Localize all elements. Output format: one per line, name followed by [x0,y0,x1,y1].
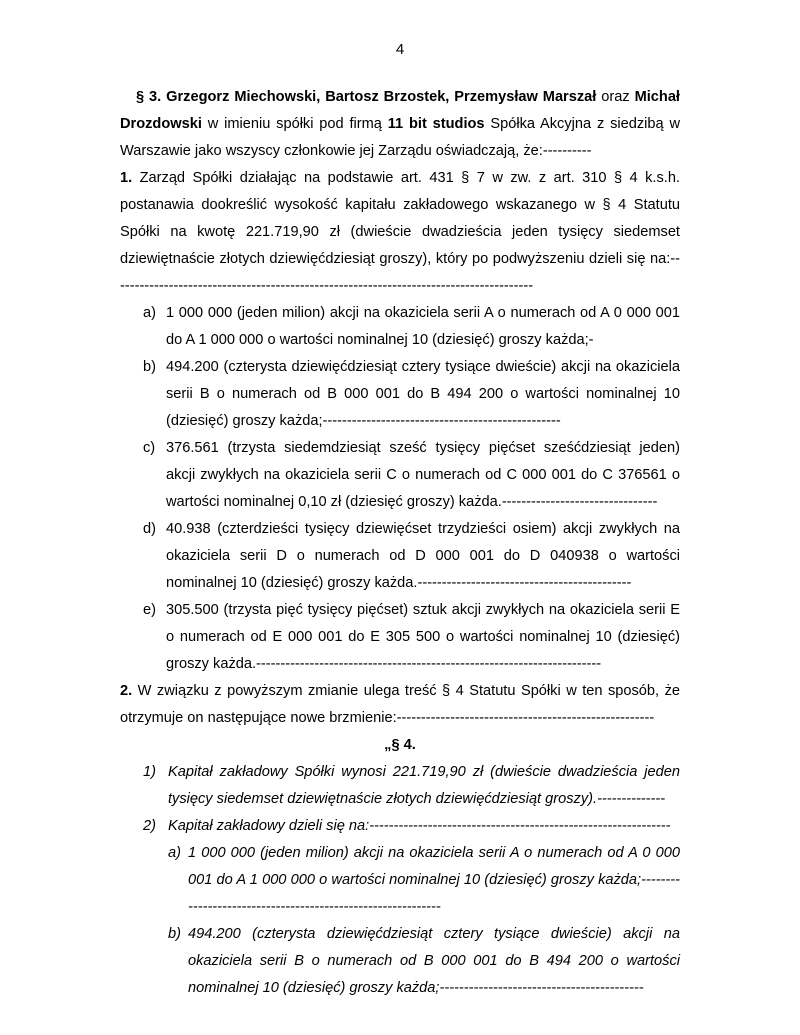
dash-filler: ------------------------------------------ [439,980,644,996]
list-item-text: 376.561 (trzysta siedemdziesiąt sześć tysięcy pięćset sześćdziesiąt jeden) akcji zwykłych na okaziciela serii C o numerach od C 000 001 do C 376561 o wartości nominalnej 0,10 zł (dziesięć groszy) każda. [166,440,680,510]
dash-filler: -------------------------------- [501,494,658,510]
list-marker: 2) [143,818,156,834]
list-marker: b) [143,359,156,375]
list-item-text: Kapitał zakładowy dzieli się na: [168,818,370,834]
list-item [120,300,680,354]
dash-filler: -------------------------------------------- [417,575,632,591]
list-item-text: 1 000 000 (jeden milion) akcji na okaziciela serii A o numerach od A 0 000 001 do A 1 000 000 o wartości nominalnej 10 (dziesięć) groszy każda; [188,845,680,888]
list-item [120,597,680,678]
list-item-text: Kapitał zakładowy Spółki wynosi 221.719,90 zł (dwieście dwadzieścia jeden tysięcy siedemset dziewiętnaście złotych dziewięćdziesiąt groszy). [168,764,680,807]
signatories-names-primary: § 3. Grzegorz Miechowski, Bartosz Brzostek, Przemysław Marszał [136,89,597,105]
list-item [168,840,680,921]
list-item [168,921,680,1002]
statute-quote-block [120,759,680,1002]
dash-filler: ------------------------------------------------- [322,413,561,429]
dash-filler: -------------- [597,791,666,807]
paragraph-4-heading: „§ 4. [384,737,416,753]
list-marker: b) [168,926,181,942]
statute-sublist [168,840,680,1002]
conjunction-oraz: oraz [596,89,635,105]
list-item [120,759,680,813]
dash-filler: ----------------------------------------------------------------------- [256,656,602,672]
dash-filler: --------------------------------------------------------------------------------------- [120,251,680,294]
paragraph-item-1 [120,165,680,300]
list-item [120,435,680,516]
list-item-text: 305.500 (trzysta pięć tysięcy pięćset) sztuk akcji zwykłych na okaziciela serii E o numerach od E 000 001 do E 305 500 o wartości nominalnej 10 (dziesięć) groszy każda. [166,602,680,672]
item-2-number: 2. [120,683,133,699]
shares-list [120,300,680,678]
list-item-text: 494.200 (czterysta dziewięćdziesiąt cztery tysiące dwieście) akcji na okaziciela serii B o numerach od B 000 001 do B 494 200 o wartości nominalnej 10 (dziesięć) groszy każda; [188,926,680,996]
list-item [120,354,680,435]
page-number: 4 [395,41,405,58]
list-marker: d) [143,521,156,537]
paragraph-section-3 [120,84,680,165]
statute-list [120,759,680,1002]
list-item [120,516,680,597]
list-marker: a) [143,305,156,321]
list-item-text: 1 000 000 (jeden milion) akcji na okaziciela serii A o numerach od A 0 000 001 do A 1 000 000 o wartości nominalnej 10 (dziesięć) groszy każda;- [166,305,680,348]
list-marker: a) [168,845,181,861]
dash-filler: ----------------------------------------------------- [396,710,655,726]
list-item-text: 40.938 (czterdzieści tysięcy dziewięćset trzydzieści osiem) akcji zwykłych na okaziciela serii D o numerach od D 000 001 do D 040938 o wartości nominalnej 10 (dziesięć) groszy każda. [166,521,680,591]
dash-filler: ------------------------------------------------------------ [188,872,680,915]
item-1-text: Zarząd Spółki działając na podstawie art. 431 § 7 w zw. z art. 310 § 4 k.s.h. postanawia dookreślić wysokość kapitału zakładowego wskazanego w § 4 Statutu Spółki na kwotę 221.719,90 zł (dwieście dwadzieścia jeden tysięcy siedemset dziewiętnaście złotych dziewięćdziesiąt groszy), który po podwyższeniu dzieli się na: [120,170,680,267]
dash-filler: ---------- [542,143,592,159]
document-body [120,84,680,1002]
paragraph-section-3-tail: Spółka Akcyjna z siedzibą w Warszawie jako wszyscy członkowie jej Zarządu oświadczają, że: [120,116,680,159]
item-2-text: W związku z powyższym zmianie ulega treść § 4 Statutu Spółki w ten sposób, że otrzymuje on następujące nowe brzmienie: [120,683,680,726]
signatory-name-secondary: Michał Drozdowski [120,89,680,132]
list-marker: e) [143,602,156,618]
list-item-text: 494.200 (czterysta dziewięćdziesiąt cztery tysiące dwieście) akcji na okaziciela serii B o numerach od B 000 001 do B 494 200 o wartości nominalnej 10 (dziesięć) groszy każda; [166,359,680,429]
list-item [120,813,680,1002]
paragraph-item-2 [120,678,680,732]
item-1-number: 1. [120,170,133,186]
list-marker: 1) [143,764,156,780]
dash-filler: -------------------------------------------------------------- [369,818,671,834]
list-marker: c) [143,440,156,456]
company-intro-text: w imieniu spółki pod firmą [201,116,388,132]
company-name: 11 bit studios [387,116,485,132]
